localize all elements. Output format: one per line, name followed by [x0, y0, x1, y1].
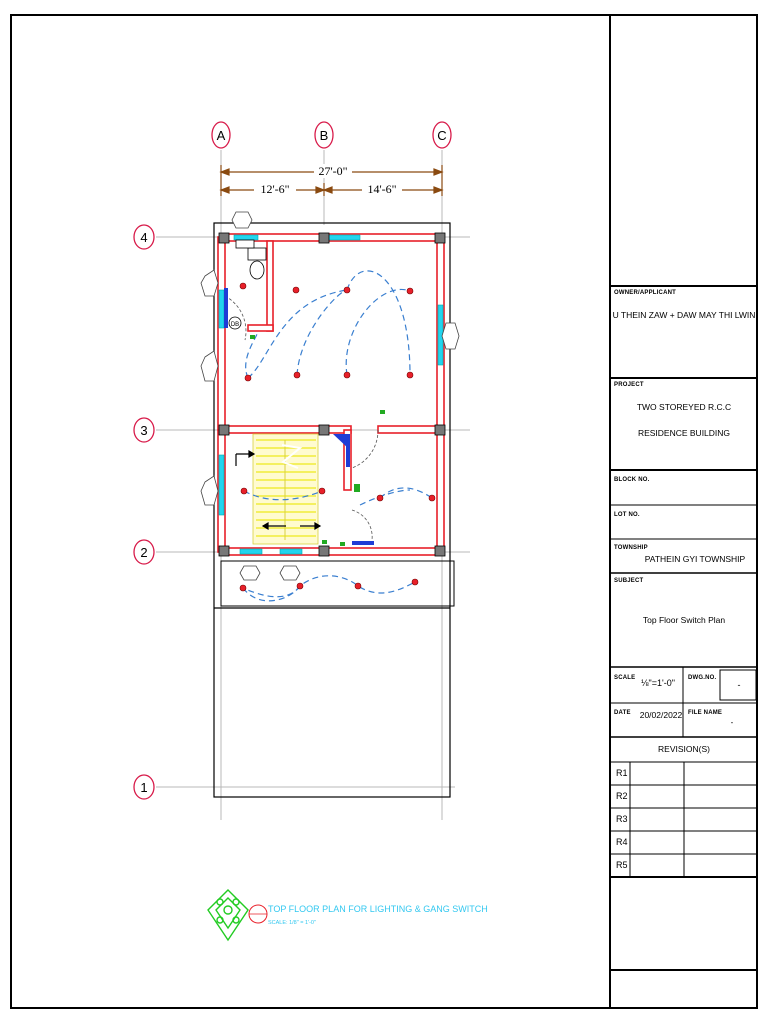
distribution-board [229, 317, 241, 329]
scale-value: ⅛"=1'-0" [641, 678, 675, 688]
block-label: BLOCK NO. [614, 477, 650, 483]
lot-label: LOT NO. [614, 512, 640, 518]
svg-text:A: A [216, 128, 226, 143]
caption-scale: SCALE: 1/8" = 1'-0" [268, 920, 316, 926]
svg-text:3: 3 [140, 423, 148, 438]
project-line2: RESIDENCE BUILDING [637, 428, 731, 438]
grid-bubble-3 [134, 418, 154, 442]
window-tags [201, 212, 459, 580]
revision-header: REVISION(S) [658, 744, 710, 754]
revision-row-r1: R1 [616, 768, 628, 778]
dimension-right: 14'-6" [367, 182, 397, 196]
svg-text:2: 2 [140, 545, 148, 560]
slab-outline [214, 223, 450, 797]
floor-plan [134, 122, 488, 940]
revision-row-r2: R2 [616, 791, 628, 801]
title-block [610, 286, 757, 970]
township-value: PATHEIN GYI TOWNSHIP [644, 554, 746, 564]
caption-title: TOP FLOOR PLAN FOR LIGHTING & GANG SWITCH [268, 904, 488, 914]
subject-label: SUBJECT [614, 578, 644, 584]
grid-bubble-2 [134, 540, 154, 564]
svg-text:B: B [319, 128, 329, 143]
owner-label: OWNER/APPLICANT [614, 290, 676, 296]
svg-text:4: 4 [140, 230, 148, 245]
svg-text:C: C [437, 128, 447, 143]
grid-bubble-a [212, 122, 230, 148]
date-label: DATE [614, 710, 631, 716]
date-value: 20/02/2022 [639, 710, 683, 720]
dimension-left: 12'-6" [260, 182, 290, 196]
project-label: PROJECT [614, 382, 644, 388]
staircase [236, 434, 320, 544]
dwg-label: DWG.NO. [688, 675, 717, 681]
grid-bubble-c [433, 122, 451, 148]
township-label: TOWNSHIP [614, 545, 648, 551]
scale-label: SCALE [614, 675, 636, 681]
file-name-value: - [730, 718, 734, 727]
svg-text:1: 1 [140, 780, 148, 795]
sheet-border [11, 15, 757, 1008]
caption-bubble [249, 905, 267, 923]
revision-row-r3: R3 [616, 814, 628, 824]
walls [218, 234, 444, 555]
file-name-label: FILE NAME [688, 710, 723, 716]
grid-bubble-b [315, 122, 333, 148]
grid-bubble-4 [134, 225, 154, 249]
owner-value: U THEIN ZAW + DAW MAY THI LWIN [612, 310, 756, 320]
dwg-value: - [737, 680, 741, 690]
svg-text:DB: DB [230, 322, 240, 328]
toilet-fixture [236, 240, 266, 279]
north-arrow-symbol [208, 890, 248, 940]
project-line1: TWO STOREYED R.C.C [636, 402, 732, 412]
subject-value: Top Floor Switch Plan [642, 615, 726, 625]
revision-row-r5: R5 [616, 860, 628, 870]
revision-row-r4: R4 [616, 837, 628, 847]
dimension-total: 27'-0" [318, 164, 348, 178]
grid-bubble-1 [134, 775, 154, 799]
